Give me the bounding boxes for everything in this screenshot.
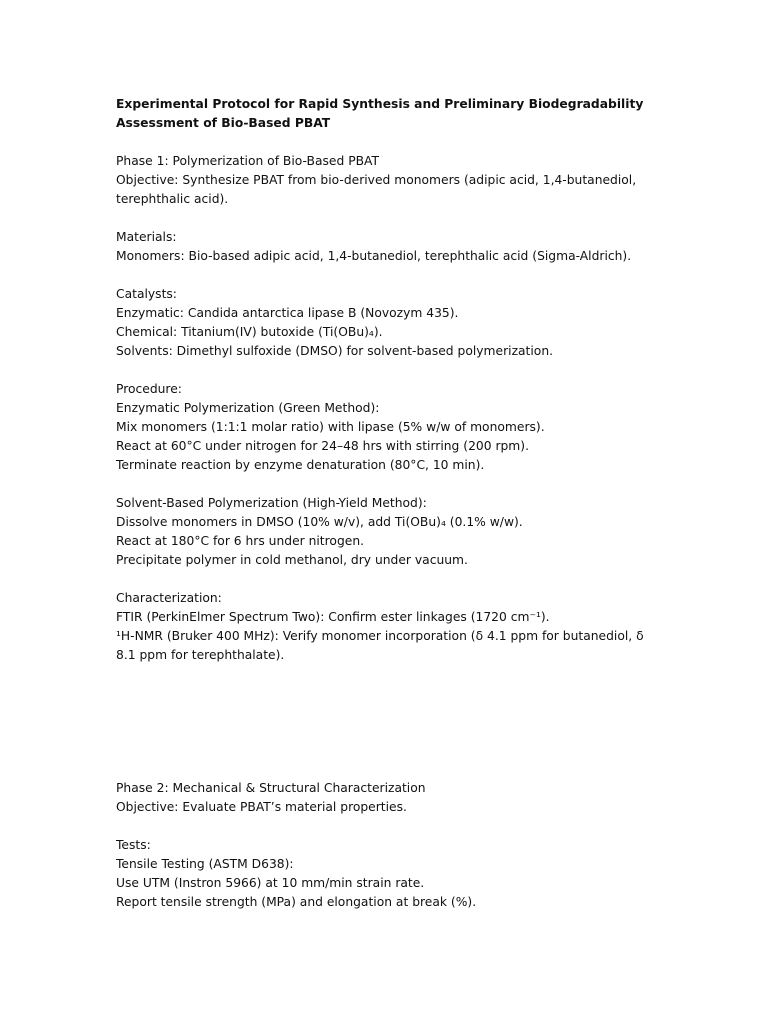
catalysts-heading: Catalysts: bbox=[116, 287, 177, 301]
chemical-catalyst: Chemical: Titanium(IV) butoxide (Ti(OBu)₄). bbox=[116, 325, 383, 339]
monomers-text: Monomers: Bio-based adipic acid, 1,4-butanediol, terephthalic acid (Sigma-Aldrich). bbox=[116, 249, 632, 263]
spacer bbox=[116, 570, 652, 589]
document-page bbox=[116, 95, 652, 912]
spacer bbox=[116, 817, 652, 836]
characterization-heading: Characterization: bbox=[116, 591, 222, 605]
tensile-step-1: Use UTM (Instron 5966) at 10 mm/min strain rate. bbox=[116, 876, 425, 890]
procedure-heading: Procedure: bbox=[116, 382, 182, 396]
solvents-text: Solvents: Dimethyl sulfoxide (DMSO) for solvent-based polymerization. bbox=[116, 344, 554, 358]
enzymatic-method-heading: Enzymatic Polymerization (Green Method): bbox=[116, 401, 380, 415]
spacer bbox=[116, 665, 652, 779]
nmr-text: ¹H-NMR (Bruker 400 MHz): Verify monomer incorporation (δ 4.1 ppm for butanediol, δ 8.1 ppm for terephthalate). bbox=[116, 629, 644, 662]
phase-2-section bbox=[116, 779, 652, 912]
phase-1-heading: Phase 1: Polymerization of Bio-Based PBAT bbox=[116, 154, 380, 168]
spacer bbox=[116, 475, 652, 494]
solvent-step-1: Dissolve monomers in DMSO (10% w/v), add Ti(OBu)₄ (0.1% w/w). bbox=[116, 515, 523, 529]
tensile-step-2: Report tensile strength (MPa) and elongation at break (%). bbox=[116, 895, 477, 909]
solvent-step-3: Precipitate polymer in cold methanol, dry under vacuum. bbox=[116, 553, 468, 567]
phase-1-section bbox=[116, 152, 652, 665]
enzymatic-catalyst: Enzymatic: Candida antarctica lipase B (Novozym 435). bbox=[116, 306, 459, 320]
spacer bbox=[116, 361, 652, 380]
spacer bbox=[116, 266, 652, 285]
ftir-text: FTIR (PerkinElmer Spectrum Two): Confirm ester linkages (1720 cm⁻¹). bbox=[116, 610, 550, 624]
enzymatic-step-1: Mix monomers (1:1:1 molar ratio) with lipase (5% w/w of monomers). bbox=[116, 420, 545, 434]
enzymatic-step-3: Terminate reaction by enzyme denaturation (80°C, 10 min). bbox=[116, 458, 485, 472]
tensile-heading: Tensile Testing (ASTM D638): bbox=[116, 857, 294, 871]
spacer bbox=[116, 209, 652, 228]
materials-heading: Materials: bbox=[116, 230, 177, 244]
phase-1-objective: Objective: Synthesize PBAT from bio-derived monomers (adipic acid, 1,4-butanediol, terephthalic acid). bbox=[116, 173, 637, 206]
document-title: Experimental Protocol for Rapid Synthesis and Preliminary Biodegradability Assessment of Bio-Based PBAT bbox=[116, 97, 644, 130]
tests-heading: Tests: bbox=[116, 838, 151, 852]
enzymatic-step-2: React at 60°C under nitrogen for 24–48 hrs with stirring (200 rpm). bbox=[116, 439, 529, 453]
solvent-step-2: React at 180°C for 6 hrs under nitrogen. bbox=[116, 534, 365, 548]
phase-2-heading: Phase 2: Mechanical & Structural Characterization bbox=[116, 781, 426, 795]
solvent-method-heading: Solvent-Based Polymerization (High-Yield Method): bbox=[116, 496, 427, 510]
phase-2-objective: Objective: Evaluate PBAT’s material properties. bbox=[116, 800, 407, 814]
